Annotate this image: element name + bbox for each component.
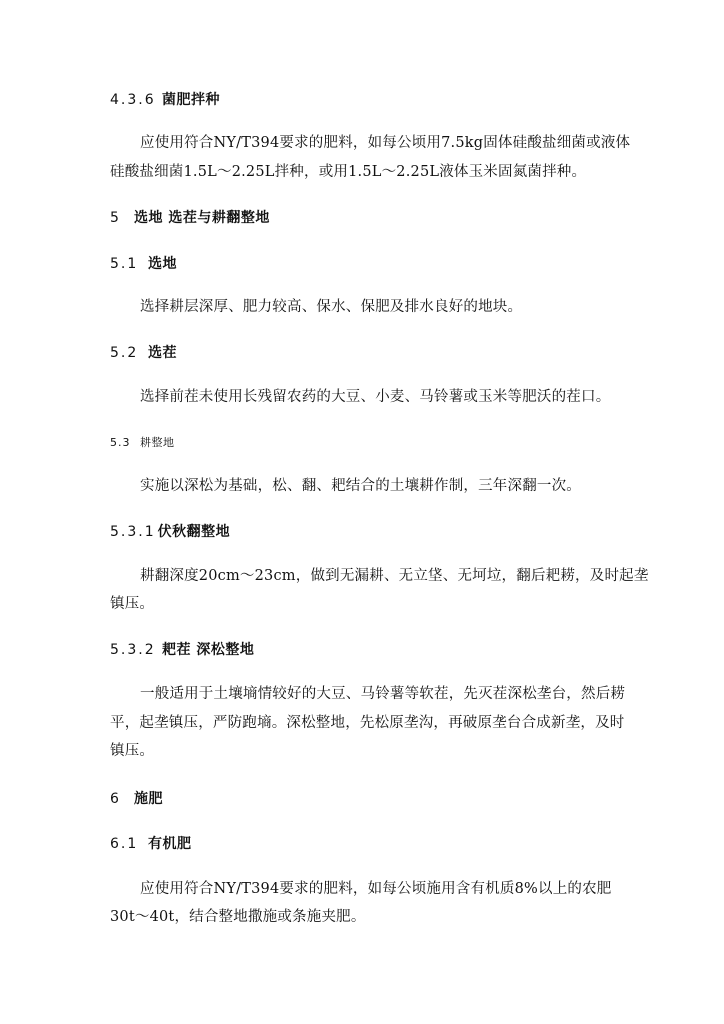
section-title: 耕整地 [140, 436, 175, 449]
section-number: 5.3.1 [110, 524, 156, 540]
section-title: 耙茬 深松整地 [162, 642, 255, 658]
section-number: 6 [110, 791, 121, 807]
section-title: 施肥 [134, 791, 163, 807]
paragraph-line: 镇压。 [110, 596, 155, 612]
section-number: 5.1 [110, 256, 139, 272]
section-heading-5-3-1 [110, 522, 230, 542]
section-heading-5-2 [110, 343, 177, 363]
section-number: 4.3.6 [110, 92, 156, 108]
paragraph-line: 应使用符合NY/T394要求的肥料，如每公顷用7.5kg固体硅酸盐细菌或液体 [140, 135, 631, 151]
paragraph-line: 镇压。 [110, 743, 155, 759]
paragraph-line: 硅酸盐细菌1.5L～2.25L拌种，或用1.5L～2.25L液体玉米固氮菌拌种。 [110, 164, 587, 180]
section-heading-5-3-2 [110, 640, 254, 660]
section-heading-6-1 [110, 834, 192, 854]
section-title: 菌肥拌种 [162, 92, 220, 108]
paragraph-line: 实施以深松为基础，松、翻、耙结合的土壤耕作制，三年深翻一次。 [140, 478, 581, 494]
section-heading-5-1 [110, 254, 177, 274]
section-number: 5.3.2 [110, 642, 156, 658]
section-heading-5 [110, 208, 270, 228]
paragraph-line: 平，起垄镇压，严防跑墒。深松整地，先松原垄沟，再破原垄台合成新垄，及时 [110, 715, 625, 731]
section-number: 6.1 [110, 836, 139, 852]
paragraph-line: 30t～40t，结合整地撒施或条施夹肥。 [110, 909, 366, 925]
section-title: 有机肥 [148, 836, 192, 852]
paragraph-line: 耕翻深度20cm～23cm，做到无漏耕、无立垡、无坷垃，翻后耙耢，及时起垄 [140, 568, 649, 584]
section-number: 5 [110, 210, 121, 226]
paragraph-line: 选择耕层深厚、肥力较高、保水、保肥及排水良好的地块。 [140, 299, 523, 315]
section-number: 5.2 [110, 345, 139, 361]
paragraph-line: 选择前茬未使用长残留农药的大豆、小麦、马铃薯或玉米等肥沃的茬口。 [140, 389, 611, 405]
section-title: 伏秋翻整地 [157, 524, 231, 540]
section-heading-5-3 [110, 433, 175, 453]
paragraph-line: 应使用符合NY/T394要求的肥料，如每公顷施用含有机质8%以上的农肥 [140, 881, 612, 897]
section-heading-4-3-6 [110, 90, 220, 110]
section-title: 选地 [148, 256, 177, 272]
section-title: 选茬 [148, 345, 177, 361]
section-heading-6 [110, 789, 163, 809]
section-number: 5.3 [110, 436, 131, 449]
section-title: 选地 选茬与耕翻整地 [134, 210, 270, 226]
paragraph-line: 一般适用于土壤墒情较好的大豆、马铃薯等软茬，先灭茬深松垄台，然后耢 [140, 686, 626, 702]
